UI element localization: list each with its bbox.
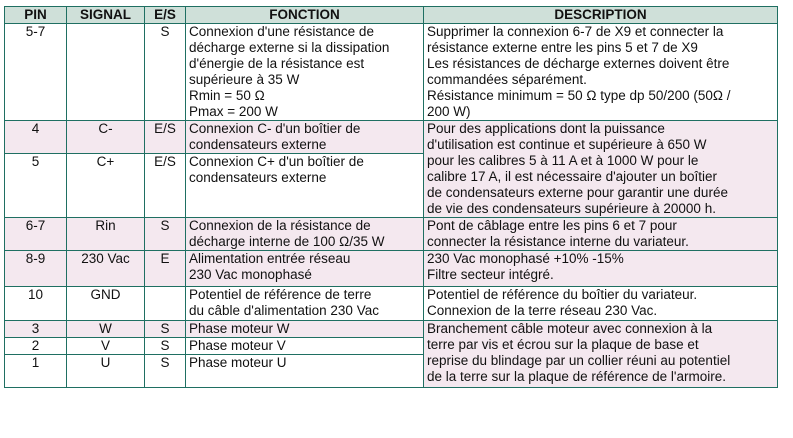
- cell-description-moteur: Branchement câble moteur avec connexion à la terre par vis et écrou sur la plaque de base et reprise du blindage par un collier réuni au potentiel de la terre sur la plaque de référence de l'armoire.: [424, 321, 778, 388]
- cell-es: E: [145, 251, 186, 287]
- cell-pin: 5: [5, 154, 67, 218]
- cell-description: Supprimer la connexion 6-7 de X9 et connecter la résistance externe entre les pins 5 et 7 de X9 Les résistances de décharge externes doivent être commandées séparément. Résistance minimum = 50 Ω type dp 50/200 (50Ω / 200 W): [424, 24, 778, 121]
- table-row: [5, 24, 778, 121]
- cell-fonction: Potentiel de référence de terre du câble d'alimentation 230 Vac: [186, 287, 424, 321]
- cell-pin: 5-7: [5, 24, 67, 121]
- cell-fonction: Phase moteur U: [186, 355, 424, 388]
- cell-fonction: Connexion de la résistance de décharge interne de 100 Ω/35 W: [186, 218, 424, 251]
- cell-pin: 6-7: [5, 218, 67, 251]
- cell-signal: Rin: [67, 218, 145, 251]
- cell-fonction: Connexion C+ d'un boîtier de condensateurs externe: [186, 154, 424, 218]
- table-row: [5, 218, 778, 251]
- cell-es: S: [145, 218, 186, 251]
- header-row: [5, 7, 778, 24]
- header-es: E/S: [145, 7, 186, 24]
- cell-fonction: Phase moteur V: [186, 338, 424, 355]
- cell-es: S: [145, 321, 186, 338]
- cell-pin: 3: [5, 321, 67, 338]
- cell-description-condensateurs: Pour des applications dont la puissance d'utilisation est continue et supérieure à 650 W pour les calibres 5 à 11 A et à 1000 W pour le calibre 17 A, il est nécessaire d'ajouter un boîtier de condensateurs externe pour garantir une durée de vie des condensateurs supérieure à 20000 h.: [424, 121, 778, 218]
- cell-pin: 1: [5, 355, 67, 388]
- header-signal: SIGNAL: [67, 7, 145, 24]
- cell-fonction: Connexion C- d'un boîtier de condensateurs externe: [186, 121, 424, 154]
- cell-es: S: [145, 24, 186, 121]
- cell-es: [145, 287, 186, 321]
- cell-description: 230 Vac monophasé +10% -15% Filtre secteur intégré.: [424, 251, 778, 287]
- header-description: DESCRIPTION: [424, 7, 778, 24]
- cell-fonction: Alimentation entrée réseau 230 Vac monophasé: [186, 251, 424, 287]
- header-pin: PIN: [5, 7, 67, 24]
- cell-pin: 10: [5, 287, 67, 321]
- cell-es: S: [145, 338, 186, 355]
- pin-table: [4, 6, 778, 388]
- pin-table-container: [4, 6, 784, 423]
- header-fonction: FONCTION: [186, 7, 424, 24]
- cell-fonction: Connexion d'une résistance de décharge externe si la dissipation d'énergie de la résistance est supérieure à 35 W Rmin = 50 Ω Pmax = 200 W: [186, 24, 424, 121]
- cell-es: E/S: [145, 154, 186, 218]
- table-row: [5, 251, 778, 287]
- cell-pin: 8-9: [5, 251, 67, 287]
- cell-fonction: Phase moteur W: [186, 321, 424, 338]
- cell-signal: 230 Vac: [67, 251, 145, 287]
- cell-pin: 2: [5, 338, 67, 355]
- table-row: [5, 287, 778, 321]
- cell-description: Potentiel de référence du boîtier du variateur. Connexion de la terre réseau 230 Vac.: [424, 287, 778, 321]
- cell-signal: C-: [67, 121, 145, 154]
- cell-signal: U: [67, 355, 145, 388]
- cell-es: E/S: [145, 121, 186, 154]
- table-row: [5, 121, 778, 154]
- cell-signal: [67, 24, 145, 121]
- table-row: [5, 321, 778, 338]
- cell-signal: V: [67, 338, 145, 355]
- cell-signal: W: [67, 321, 145, 338]
- cell-pin: 4: [5, 121, 67, 154]
- cell-signal: C+: [67, 154, 145, 218]
- cell-signal: GND: [67, 287, 145, 321]
- cell-es: S: [145, 355, 186, 388]
- cell-description: Pont de câblage entre les pins 6 et 7 pour connecter la résistance interne du variateur.: [424, 218, 778, 251]
